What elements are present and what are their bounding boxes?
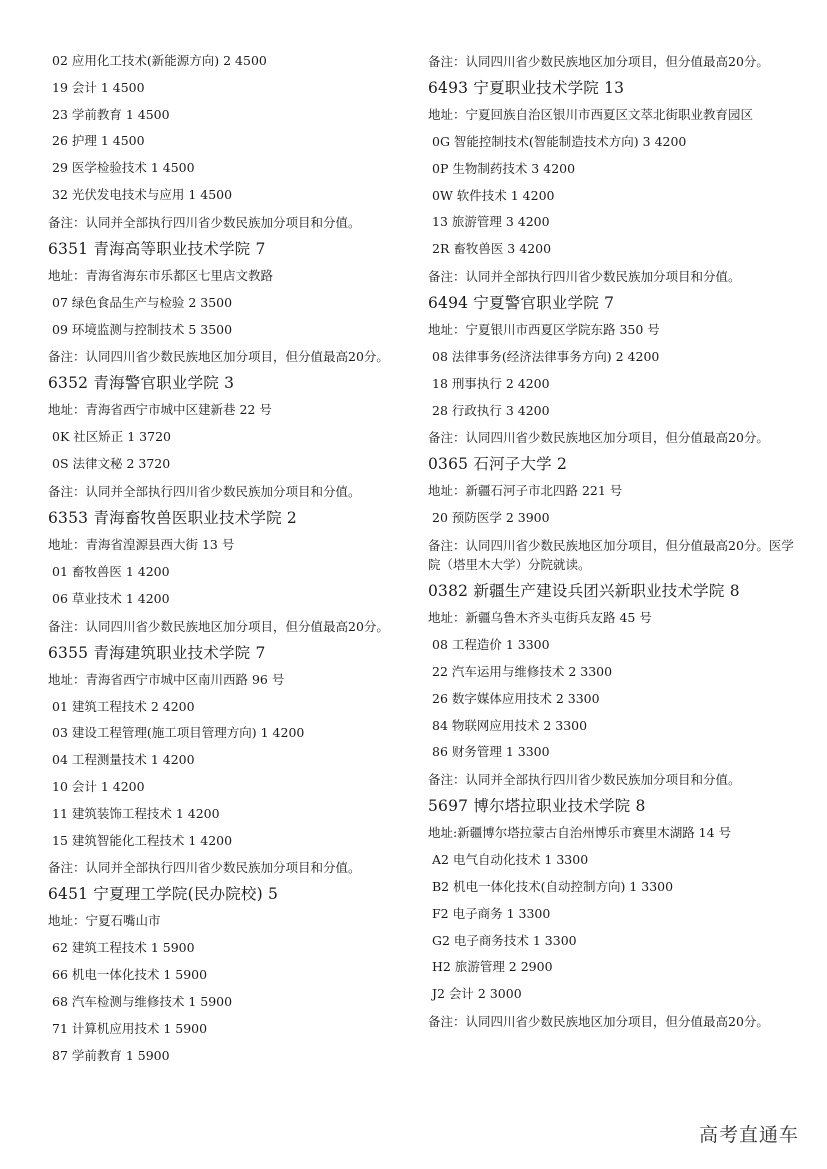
program-line: 26 护理 1 4500 — [52, 133, 145, 149]
program-line: 32 光伏发电技术与应用 1 4500 — [52, 186, 233, 202]
school-address: 地址：青海省西宁市城中区南川西路 96 号 — [48, 671, 285, 687]
remark-note: 备注：认同并全部执行四川省少数民族加分项目和分值。 — [48, 483, 361, 499]
program-line: 01 建筑工程技术 2 4200 — [52, 698, 195, 714]
program-line: 01 畜牧兽医 1 4200 — [52, 563, 170, 579]
school-heading: 6494 宁夏警官职业学院 7 — [428, 293, 615, 312]
program-line: 2R 畜牧兽医 3 4200 — [432, 241, 552, 257]
school-address: 地址：青海省西宁市城中区建新巷 22 号 — [48, 402, 272, 418]
program-line: 19 会计 1 4500 — [52, 79, 145, 95]
program-line: 10 会计 1 4200 — [52, 778, 145, 794]
remark-note: 备注：认同四川省少数民族地区加分项目，但分值最高20分。 — [428, 1013, 769, 1029]
left-column — [48, 48, 413, 1069]
program-line: 03 建设工程管理(施工项目管理方向) 1 4200 — [52, 725, 305, 741]
program-line: 0K 社区矫正 1 3720 — [52, 429, 171, 445]
program-line: 29 医学检验技术 1 4500 — [52, 160, 195, 176]
school-address: 地址：新疆乌鲁木齐头屯街兵友路 45 号 — [428, 610, 652, 626]
watermark-text: 高考直通车 — [698, 1124, 799, 1146]
program-line: 0W 软件技术 1 4200 — [432, 187, 555, 203]
school-address: 地址：宁夏石嘴山市 — [48, 913, 161, 929]
program-line: H2 旅游管理 2 2900 — [432, 959, 553, 975]
program-line: 08 工程造价 1 3300 — [432, 637, 550, 653]
program-line: 0S 法律文秘 2 3720 — [52, 456, 171, 472]
school-address: 地址：青海省海东市乐都区七里店文教路 — [48, 267, 274, 283]
remark-note: 备注：认同四川省少数民族地区加分项目，但分值最高20分。 — [428, 54, 769, 69]
program-line: 26 数字媒体应用技术 2 3300 — [432, 690, 600, 706]
school-heading: 6351 青海高等职业技术学院 7 — [48, 239, 266, 258]
remark-note: 备注：认同并全部执行四川省少数民族加分项目和分值。 — [48, 860, 361, 876]
program-line: 28 行政执行 3 4200 — [432, 402, 550, 418]
school-heading: 5697 博尔塔拉职业技术学院 8 — [428, 797, 646, 816]
program-line: 0G 智能控制技术(智能制造技术方向) 3 4200 — [432, 134, 687, 149]
program-line: 66 机电一体化技术 1 5900 — [52, 967, 208, 983]
program-line: 08 法律事务(经济法律事务方向) 2 4200 — [432, 348, 660, 364]
program-line: 04 工程测量技术 1 4200 — [52, 752, 195, 768]
program-line: A2 电气自动化技术 1 3300 — [432, 852, 589, 868]
school-heading: 6493 宁夏职业技术学院 13 — [428, 79, 625, 97]
program-line: 09 环境监测与控制技术 5 3500 — [52, 321, 233, 337]
remark-note: 备注：认同并全部执行四川省少数民族加分项目和分值。 — [428, 772, 741, 788]
program-line: 87 学前教育 1 5900 — [52, 1047, 170, 1063]
school-heading: 0382 新疆生产建设兵团兴新职业技术学院 8 — [428, 582, 740, 601]
program-line: 22 汽车运用与维修技术 2 3300 — [432, 663, 613, 679]
school-heading: 6353 青海畜牧兽医职业技术学院 2 — [48, 508, 297, 527]
school-heading: 6355 青海建筑职业技术学院 7 — [48, 643, 266, 662]
program-line: 0P 生物制药技术 3 4200 — [432, 160, 576, 176]
program-line: 18 刑事执行 2 4200 — [432, 375, 550, 391]
program-line: F2 电子商务 1 3300 — [432, 905, 551, 921]
school-heading: 6451 宁夏理工学院(民办院校) 5 — [48, 885, 279, 904]
remark-note: 备注：认同并全部执行四川省少数民族加分项目和分值。 — [48, 214, 361, 230]
program-line: 15 建筑智能化工程技术 1 4200 — [52, 832, 233, 848]
program-line: 62 建筑工程技术 1 5900 — [52, 940, 195, 956]
program-line: 20 预防医学 2 3900 — [432, 510, 550, 526]
program-line: 86 财务管理 1 3300 — [432, 744, 550, 760]
program-line: 02 应用化工技术(新能源方向) 2 4500 — [52, 53, 267, 68]
remark-note: 备注：认同四川省少数民族地区加分项目，但分值最高20分。 — [48, 349, 389, 365]
remark-note: 备注：认同四川省少数民族地区加分项目，但分值最高20分。 — [48, 618, 389, 634]
program-line: 71 计算机应用技术 1 5900 — [52, 1020, 208, 1036]
school-heading: 6352 青海警官职业学院 3 — [48, 374, 235, 393]
program-line: 13 旅游管理 3 4200 — [432, 214, 550, 230]
school-address: 地址：新疆石河子市北四路 221 号 — [428, 483, 623, 499]
remark-note: 备注：认同四川省少数民族地区加分项目，但分值最高20分。 — [428, 430, 769, 446]
program-line: 11 建筑装饰工程技术 1 4200 — [52, 805, 220, 821]
school-address: 地址：宁夏回族自治区银川市西夏区文萃北街职业教育园区 — [428, 107, 754, 122]
school-address: 地址：青海省湟源县西大街 13 号 — [48, 536, 235, 552]
program-line: 07 绿色食品生产与检验 2 3500 — [52, 294, 233, 310]
remark-note: 备注：认同并全部执行四川省少数民族加分项目和分值。 — [428, 268, 741, 284]
program-line: B2 机电一体化技术(自动控制方向) 1 3300 — [432, 878, 674, 894]
program-line: J2 会计 2 3000 — [432, 986, 522, 1002]
program-line: 84 物联网应用技术 2 3300 — [432, 717, 588, 733]
remark-note: 备注：认同四川省少数民族地区加分项目，但分值最高20分。医学院（塔里木大学）分院就读。 — [428, 538, 794, 573]
program-line: 23 学前教育 1 4500 — [52, 106, 170, 122]
school-address: 地址：宁夏银川市西夏区学院东路 350 号 — [428, 321, 660, 337]
program-line: 68 汽车检测与维修技术 1 5900 — [52, 993, 233, 1009]
school-address: 地址:新疆博尔塔拉蒙古自治州博乐市赛里木湖路 14 号 — [428, 825, 732, 841]
school-heading: 0365 石河子大学 2 — [428, 455, 568, 474]
program-line: G2 电子商务技术 1 3300 — [432, 932, 577, 948]
program-line: 06 草业技术 1 4200 — [52, 590, 170, 606]
right-column — [428, 48, 798, 1036]
